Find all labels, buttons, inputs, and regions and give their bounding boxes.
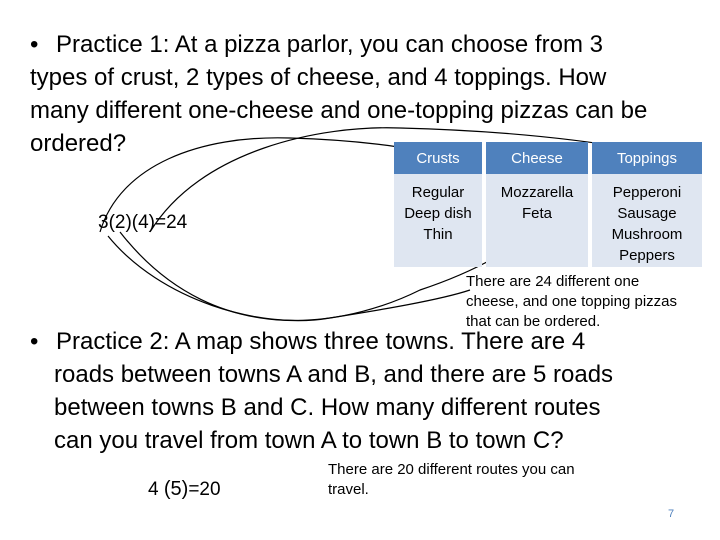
practice-2-text	[30, 325, 680, 457]
practice-2-line-2: roads between towns A and B, and there are 5 roads	[54, 361, 614, 388]
header-crusts: Crusts	[394, 142, 482, 174]
calc-2-result: =20	[188, 479, 221, 500]
header-cheese: Cheese	[486, 142, 588, 174]
answer-note-2: There are 20 different routes you can travel.	[328, 461, 575, 498]
crust-option: Thin	[423, 226, 453, 243]
calc-2-factor-b: (5)	[163, 478, 189, 500]
practice-1-line-4: ordered?	[30, 130, 127, 157]
practice-1-text	[30, 28, 700, 160]
topping-option: Mushroom	[611, 226, 683, 243]
answer-note-1: There are 24 different one cheese, and one topping pizzas that can be ordered.	[466, 273, 677, 330]
pizza-options-table	[390, 142, 706, 267]
topping-option: Pepperoni	[612, 184, 682, 201]
practice-1-line-1: Practice 1: At a pizza parlor, you can choose from 3	[56, 31, 603, 58]
toppings-cell	[592, 174, 702, 267]
practice-2-line-4: can you travel from town A to town B to town C?	[54, 427, 564, 454]
topping-option: Sausage	[617, 205, 677, 222]
crust-option: Deep dish	[404, 205, 472, 222]
topping-option: Peppers	[619, 247, 675, 264]
cheese-option: Mozzarella	[500, 184, 574, 201]
practice-2-line-1: Practice 2: A map shows three towns. There are 4	[56, 328, 586, 355]
cheese-option: Feta	[521, 205, 552, 222]
practice-1-line-3: many different one-cheese and one-topping pizzas can be	[30, 97, 648, 124]
practice-2-line-3: between towns B and C. How many different routes	[54, 394, 601, 421]
calc-2-factor-a: 4	[148, 479, 159, 500]
header-toppings: Toppings	[592, 142, 702, 174]
bullet-point: •	[30, 31, 39, 58]
calculation-1: 3(2)(4)=24	[98, 212, 188, 233]
page-number: 7	[668, 508, 675, 520]
practice-1-line-2: types of crust, 2 types of cheese, and 4 toppings. How	[30, 64, 607, 91]
cheese-cell	[486, 174, 588, 267]
bullet-point: •	[30, 328, 39, 355]
crust-option: Regular	[411, 184, 465, 201]
crusts-cell	[394, 174, 482, 267]
calculation-2	[148, 478, 221, 501]
